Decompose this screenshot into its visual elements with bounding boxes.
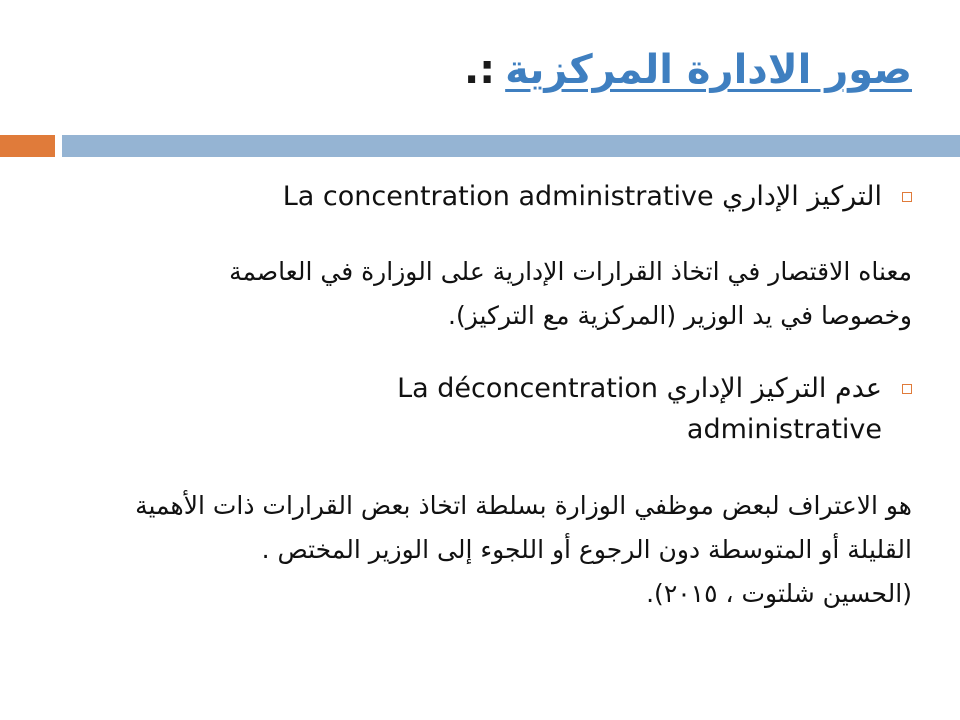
square-bullet-icon	[902, 384, 912, 394]
bullet-item-deconcentration	[262, 368, 912, 450]
square-bullet-icon	[902, 192, 912, 202]
slide-title	[52, 42, 912, 98]
paragraph-text: هو الاعتراف لبعض موظفي الوزارة بسلطة اتخاذ بعض القرارات ذات الأهمية القليلة أو المتوسطة دون الرجوع أو اللجوء إلى الوزير المختص .	[135, 491, 912, 564]
paragraph-concentration-definition: معناه الاقتصار في اتخاذ القرارات الإدارية على الوزارة في العاصمة وخصوصا في يد الوزير (المركزية مع التركيز).	[229, 257, 912, 330]
bullet-item-concentration	[283, 176, 912, 217]
accent-bar-orange	[0, 135, 55, 157]
title-suffix: :.	[463, 47, 496, 93]
paragraph-deconcentration-definition	[82, 484, 912, 616]
bullet-text: التركيز الإداري La concentration administrative	[282, 181, 882, 212]
bullet-text: عدم التركيز الإداري La déconcentration administrative	[397, 373, 882, 445]
citation-text: (الحسين شلتوت ، ٢٠١٥).	[646, 579, 912, 608]
title-text: صور الادارة المركزية	[505, 47, 912, 93]
accent-bar-blue	[62, 135, 960, 157]
